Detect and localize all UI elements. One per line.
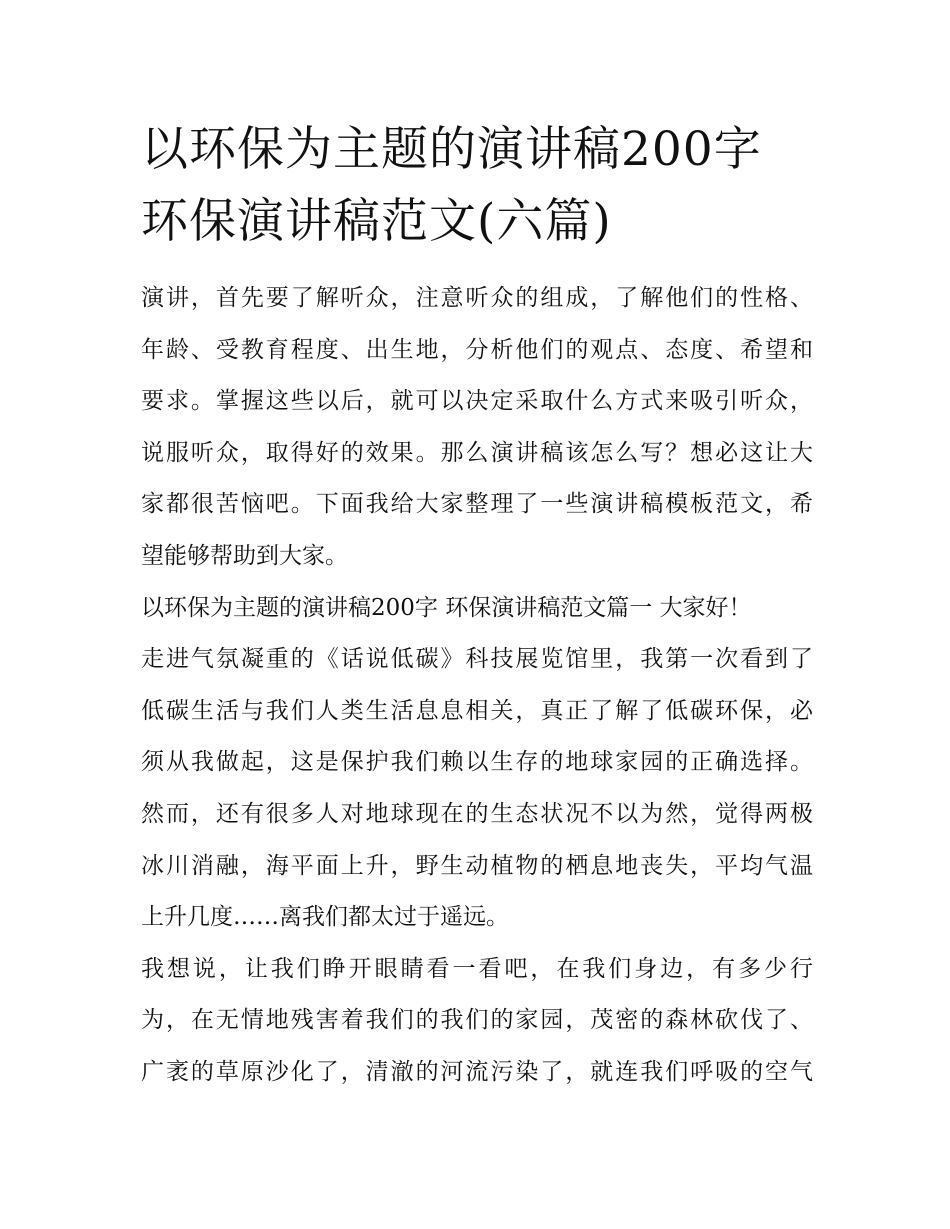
document-title: [141, 114, 821, 258]
text-line: 上升几度……离我们都太过于遥远。: [141, 904, 509, 931]
text-line: 低碳生活与我们人类生活息息相关，真正了解了低碳环保，必: [141, 697, 813, 724]
text-line: 我想说，让我们睁开眼睛看一看吧，在我们身边，有多少行: [141, 955, 813, 982]
text-line: 须从我做起，这是保护我们赖以生存的地球家园的正确选择。: [141, 749, 813, 776]
text-line: 为，在无情地残害着我们的我们的家园，茂密的森林砍伐了、: [141, 1007, 813, 1034]
body-paragraph: [141, 634, 813, 944]
text-line: 走进气氛凝重的《话说低碳》科技展览馆里，我第一次看到了: [141, 646, 813, 673]
title-line: 以环保为主题的演讲稿200字: [141, 122, 762, 177]
text-line: 演讲，首先要了解听众，注意听众的组成，了解他们的性格、: [141, 285, 813, 311]
text-line: 冰川消融，海平面上升，野生动植物的栖息地丧失，平均气温: [141, 852, 813, 879]
text-line: 要求。掌握这些以后，就可以决定采取什么方式来吸引听众，: [141, 388, 813, 415]
text-line: 说服听众，取得好的效果。那么演讲稿该怎么写？想必这让大: [141, 439, 813, 466]
text-line: 望能够帮助到大家。: [141, 542, 348, 569]
document-body: [141, 273, 813, 1099]
text-line: 以环保为主题的演讲稿200字 环保演讲稿范文篇一 大家好！: [141, 594, 752, 621]
body-paragraph: [141, 944, 813, 1099]
section-heading-paragraph: [141, 583, 813, 635]
text-line: 年龄、受教育程度、出生地，分析他们的观点、态度、希望和: [141, 336, 813, 363]
title-line: 环保演讲稿范文(六篇): [141, 194, 612, 249]
text-line: 广袤的草原沙化了，清澈的河流污染了，就连我们呼吸的空气: [141, 1058, 813, 1085]
intro-paragraph: [141, 273, 813, 583]
text-line: 然而，还有很多人对地球现在的生态状况不以为然，觉得两极: [141, 800, 813, 827]
text-line: 家都很苦恼吧。下面我给大家整理了一些演讲稿模板范文，希: [141, 491, 813, 518]
